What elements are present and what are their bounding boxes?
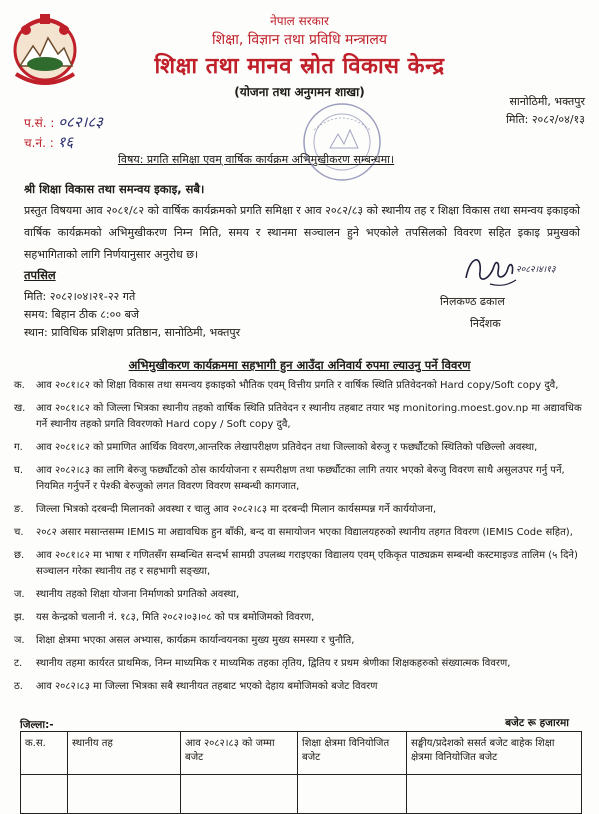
cn-value: १६ bbox=[57, 133, 74, 151]
list-text: स्थानीय तहको शिक्षा योजना निर्माणको प्रगतिको अवस्था, bbox=[36, 589, 240, 600]
list-text: आव २०८२।८३ का लागि बेरुजु फर्छ्यौटको ठोस कार्ययोजना र सम्परीक्षण तथा फर्छ्यौटका लागि तयार भएको बेरुजु विवरण साथै असुलउपर गर्नु पर्ने, नियमित गर्नुपर्ने र पेश्की बेरुजुको लगत विवरण विवरण सम्बन्धी कागजात, bbox=[36, 465, 565, 492]
table-cell bbox=[407, 775, 582, 814]
table-cell bbox=[298, 775, 407, 814]
list-marker: ख. bbox=[14, 403, 26, 414]
event-place: स्थान: प्राविधिक प्रशिक्षण प्रतिष्ठान, सानोठिमी, भक्तपुर bbox=[24, 326, 241, 339]
table-header-row bbox=[21, 732, 582, 775]
table-cell bbox=[68, 775, 181, 814]
table-header-cell: क.स. bbox=[21, 732, 68, 775]
list-item bbox=[14, 679, 584, 695]
ps-value: ०८२।८३ bbox=[58, 113, 103, 131]
requirements-list bbox=[14, 378, 584, 702]
addressee: श्री शिक्षा विकास तथा समन्वय इकाइ, सबै। bbox=[24, 182, 205, 196]
list-text: जिल्ला भित्रको दरबन्दी मिलानको अवस्था र चालु आव २०८२।८३ मा दरबन्दी मिलान कार्यसम्पन्न गर्ने कार्ययोजना, bbox=[36, 504, 437, 515]
list-text: आव २०८१।८२ को शिक्षा विकास तथा समन्वय इकाइको भौतिक एवम् वित्तीय प्रगति र वार्षिक स्थिति प्रतिवेदनको Hard copy/Soft copy दुवै, bbox=[36, 380, 559, 391]
list-item bbox=[14, 587, 584, 603]
list-marker: ङ. bbox=[14, 504, 24, 515]
letter-date: मिति: २०८२/०४/१३ bbox=[506, 113, 585, 126]
office-stamp bbox=[300, 100, 384, 184]
list-item bbox=[14, 656, 584, 672]
list-item bbox=[14, 401, 584, 433]
list-marker: च. bbox=[14, 527, 24, 538]
budget-unit-label: बजेट रू हजारमा bbox=[505, 717, 569, 729]
table-row bbox=[21, 775, 582, 814]
budget-table bbox=[20, 731, 582, 814]
list-item bbox=[14, 548, 584, 580]
list-item bbox=[14, 610, 584, 626]
section-name: (योजना तथा अनुगमन शाखा) bbox=[234, 85, 365, 99]
list-item bbox=[14, 440, 584, 456]
list-item bbox=[14, 463, 584, 495]
table-header-cell: शिक्षा क्षेत्रमा विनियोजित बजेट bbox=[298, 732, 407, 775]
list-marker: झ. bbox=[14, 612, 25, 623]
list-text: यस केन्द्रको चलानी नं. १८३, मिति २०८२।०३।०८ को पत्र बमोजिमको विवरण, bbox=[36, 612, 315, 623]
list-text: २०८२ असार मसान्तसम्म IEMIS मा अद्यावधिक हुन बाँकी, बन्द वा समायोजन भएका विद्यालयहरुको स्थानीय तहगत विवरण (IEMIS Code सहित), bbox=[36, 527, 573, 538]
list-item bbox=[14, 525, 584, 541]
cn-number bbox=[24, 132, 73, 152]
government-name: नेपाल सरकार bbox=[270, 14, 329, 28]
office-name: शिक्षा तथा मानव स्रोत विकास केन्द्र bbox=[154, 54, 445, 79]
table-header-cell: आव २०८२।८३ को जम्मा बजेट bbox=[181, 732, 298, 775]
cn-label: च.नं. : bbox=[24, 136, 54, 150]
table-header-cell: स्थानीय तह bbox=[68, 732, 181, 775]
event-date: मिति: २०८२।०४।२१-२२ गते bbox=[24, 290, 136, 303]
ps-number bbox=[24, 112, 103, 132]
list-marker: ठ. bbox=[14, 681, 23, 692]
list-item bbox=[14, 378, 584, 394]
list-text: आव २०८१।८२ को जिल्ला भित्रका स्थानीय तहको वार्षिक स्थिति प्रतिवेदन र स्थानीय तहबाट तयार भइ monitoring.moest.gov.np मा अद्यावधिक गर्ने स्थानीय तहको प्रगति विवरणको Hard copy / Soft copy दुवै, bbox=[36, 403, 582, 430]
list-marker: घ. bbox=[14, 465, 24, 476]
list-item bbox=[14, 502, 584, 518]
table-header-cell: सङ्घीय/प्रदेशको ससर्त बजेट बाहेक शिक्षा क्षेत्रमा विनियोजित बजेट bbox=[407, 732, 582, 775]
list-text: आव २०८१।८२ मा भाषा र गणितसँग सम्बन्धित सन्दर्भ सामग्री उपलब्ध गराइएका विद्यालय एवम् एकिकृत पाठ्यक्रम सम्बन्धी कस्टमाइज्ड तालिम (५ दिने) सञ्चालन गरेका स्थानीय तह र सहभागी सङ्ख्या, bbox=[36, 550, 578, 577]
signer-title: निर्देशक bbox=[470, 317, 501, 330]
event-time: समय: बिहान ठीक ८:०० बजे bbox=[24, 308, 140, 321]
ministry-name: शिक्षा, विज्ञान तथा प्रविधि मन्त्रालय bbox=[212, 32, 387, 48]
office-location: सानोठिमी, भक्तपुर bbox=[509, 95, 585, 108]
letter-body: प्रस्तुत विषयमा आव २०८१/८२ को वार्षिक कार्यक्रमको प्रगति समिक्षा र आव २०८२/८३ को स्थानीय तह र शिक्षा विकास तथा समन्वय इकाइको वार्षिक कार्यक्रमको अभिमुखीकरण निम्न मिति, समय र स्थानमा सञ्चालन हुने भएकोले तपसिलको विवरण सहित इकाइ प्रमुखको सहभागिताको लागि निर्णयानुसार अनुरोध छ। bbox=[24, 204, 580, 261]
svg-text:२०८२।४।१३: २०८२।४।१३ bbox=[516, 265, 556, 275]
list-item bbox=[14, 633, 584, 649]
district-label: जिल्ला:- bbox=[20, 719, 54, 731]
handwritten-signature bbox=[460, 250, 556, 290]
list-marker: ज. bbox=[14, 589, 25, 600]
list-text: शिक्षा क्षेत्रमा भएका असल अभ्यास, कार्यक्रम कार्यान्वयनका मुख्य मुख्य समस्या र चुनौति, bbox=[36, 635, 355, 646]
details-heading: तपसिल bbox=[24, 268, 56, 282]
signer-name: निलकण्ठ ढकाल bbox=[440, 295, 505, 308]
list-marker: क. bbox=[14, 380, 25, 391]
list-marker: ट. bbox=[14, 658, 23, 669]
ps-label: प.सं. : bbox=[24, 116, 55, 130]
list-marker: ञ. bbox=[14, 635, 25, 646]
requirements-heading: अभिमुखीकरण कार्यक्रममा सहभागी हुन आउँदा अनिवार्य रुपमा ल्याउनु पर्ने विवरण bbox=[128, 358, 471, 372]
table-cell bbox=[21, 775, 68, 814]
letter-subject: विषय: प्रगति समिक्षा एवम् वार्षिक कार्यक्रम अभिमुखीकरण सम्बन्धमा। bbox=[118, 153, 395, 166]
list-text: आव २०८२।८३ मा जिल्ला भित्रका सबै स्थानीयत तहबाट भएको देहाय बमोजिमको बजेट विवरण bbox=[36, 681, 378, 692]
list-text: आव २०८१।८२ को प्रमाणित आर्थिक विवरण,आन्तरिक लेखापरीक्षण प्रतिवेदन तथा जिल्लाको बेरुजु र फर्छ्यौटको स्थितिको पछिल्लो अवस्था, bbox=[36, 442, 538, 453]
list-marker: ग. bbox=[14, 442, 23, 453]
table-cell bbox=[181, 775, 298, 814]
list-marker: छ. bbox=[14, 550, 25, 561]
list-text: स्थानीय तहमा कार्यरत प्राथमिक, निम्न माध्यमिक र माध्यमिक तहका तृतिय, द्वितिय र प्रथम श्रेणीका शिक्षकहरुको संख्यात्मक विवरण, bbox=[36, 658, 511, 669]
